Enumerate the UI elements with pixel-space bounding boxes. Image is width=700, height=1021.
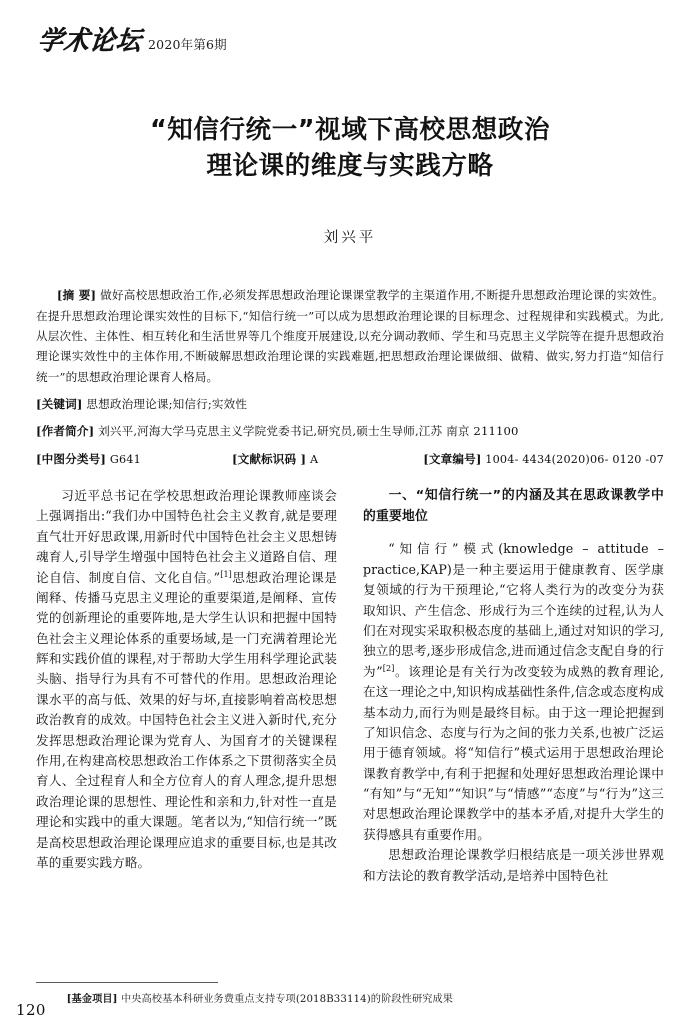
abstract-label: [摘 要] — [56, 288, 97, 303]
author-name: 刘兴平 — [323, 230, 377, 247]
clc-value: G641 — [109, 453, 141, 467]
clc-number — [36, 449, 232, 470]
right-column-paragraph-1 — [363, 539, 664, 845]
right-column-paragraph-2: 思想政治理论课教学归根结底是一项关涉世界观和方法论的教育教学活动,是培养中国特色社 — [363, 847, 664, 883]
author-bio-line — [36, 421, 664, 441]
document-code-label: [文献标识码 ] — [231, 452, 307, 467]
keywords-text: 思想政治理论课;知信行;实效性 — [86, 396, 248, 411]
citation-marker-1: [1] — [220, 569, 232, 579]
left-column-paragraph-1 — [36, 486, 337, 873]
article-id-label: [文章编号] — [423, 452, 482, 467]
funding-label: [基金项目] — [66, 992, 118, 1005]
keywords-line — [36, 394, 664, 414]
metadata-block — [36, 285, 664, 470]
article-id-value: 1004- 4434(2020)06- 0120 -07 — [485, 453, 664, 467]
article-title-line-2: 理论课的维度与实践方略 — [206, 151, 494, 182]
left-column — [36, 486, 337, 918]
issue-label: 2020年第6期 — [148, 37, 227, 52]
article-title — [36, 112, 664, 184]
abstract-text: 做好高校思想政治工作,必须发挥思想政治理论课课堂教学的主渠道作用,不断提升思想政治理论课的实效性。在提升思想政治理论课实效性的目标下,“知信行统一”可以成为思想政治理论课的目标理念、过程规律和实践模式。为此,从层次性、主体性、相互转化和生活世界等几个维度开展建设,以充分调动教师、学生和马克思主义学院等在提升思想政治理论课实效性中的主体作用,不断破解思想政治理论课的实践难题,把思想政治理论课做细、做精、做实,努力打造“知信行统一”的思想政治理论课育人格局。 — [36, 288, 665, 384]
funding-text: 中央高校基本科研业务费重点支持专项(2018B33114)的阶段性研究成果 — [120, 993, 454, 1005]
author-bio-label: [作者简介] — [36, 424, 95, 439]
title-block — [36, 112, 664, 247]
funding-note — [36, 992, 664, 1007]
author-bio-text: 刘兴平,河海大学马克思主义学院党委书记,研究员,硕士生导师,江苏 南京 211100 — [98, 424, 519, 439]
page-number: 120 — [16, 1001, 46, 1019]
footnote-divider — [36, 982, 218, 983]
left-paragraph-1-part-2: 思想政治理论课是阐释、传播马克思主义理论的重要渠道,是阐释、宣传党的创新理论的重要阵地,是大学生认识和把握中国特色社会主义理论体系的重要场域,是一门充满着理论光辉和实践价值的课程,对于帮助大学生用科学理论武装头脑、指导行为具有不可替代的作用。思想政治理论课水平的高与低、效果的好与坏,直接影响着高校思想政治教育的成效。中国特色社会主义进入新时代,充分发挥思想政治理论课为党育人、为国育才的关键课程作用,在构建高校思想政治工作体系之下贯彻落实全员育人、全过程育人和全方位育人的育人理念,提升思想政治理论课的思想性、理论性和亲和力,针对性一直是理论和实践中的重大课题。笔者以为,“知信行统一”既是高校思想政治理论课理应追求的重要目标,也是其改革的重要实践方略。 — [36, 569, 337, 870]
document-code-value: A — [309, 453, 319, 467]
citation-marker-2: [2] — [382, 663, 395, 673]
article-title-line-1: “知信行统一”视域下高校思想政治 — [149, 115, 551, 145]
article-id — [423, 449, 664, 470]
document-code — [232, 449, 423, 470]
clc-label: [中图分类号] — [36, 452, 106, 467]
section-heading-1: 一、“知信行统一”的内涵及其在思政课教学中的重要地位 — [363, 487, 664, 524]
right-paragraph-1-part-2: 。该理论是有关行为改变较为成熟的教育理论,在这一理论之中,知识构成基础性条件,信念或态度构成基本动力,而行为则是最终目标。由于这一理论把握到了知识信念、态度与行为之间的张力关系,也被广泛运用于德育领域。将“知信行”模式运用于思想政治理论课教育教学中,有利于把握和处理好思想政治理论课中“有知”与“无知”“知识”与“情感”“态度”与“行为”这三对思想政治理论课教学中的基本矛盾,对提升大学生的获得感具有重要作用。 — [363, 663, 664, 842]
classification-codes-line — [36, 449, 664, 470]
left-paragraph-1-part-1: 习近平总书记在学校思想政治理论课教师座谈会上强调指出:“我们办中国特色社会主义教育,就是要理直气壮开好思政课,用新时代中国特色社会主义思想铸魂育人,引导学生增强中国特色社会主义道路自信、理论自信、制度自信、文化自信。” — [36, 487, 337, 585]
right-column — [363, 486, 664, 918]
abstract — [36, 285, 664, 386]
body-columns — [36, 486, 664, 918]
journal-name-logo: 学术论坛 — [36, 25, 144, 56]
footer — [16, 982, 664, 1019]
right-paragraph-1-part-1: “知信行”模式(knowledge – attitude – practice,KAP)是一种主要运用于健康教育、医学康复领域的行为干预理论,“它将人类行为的改变分为获取知识、产生信念、形成行为三个连续的过程,认为人们在对现实采取积极态度的基础上,通过对知识的学习,独立的思考,逐步形成信念,进而通过信念支配自身的行为” — [363, 541, 664, 679]
masthead — [36, 0, 664, 66]
keywords-label: [关键词] — [36, 396, 83, 411]
